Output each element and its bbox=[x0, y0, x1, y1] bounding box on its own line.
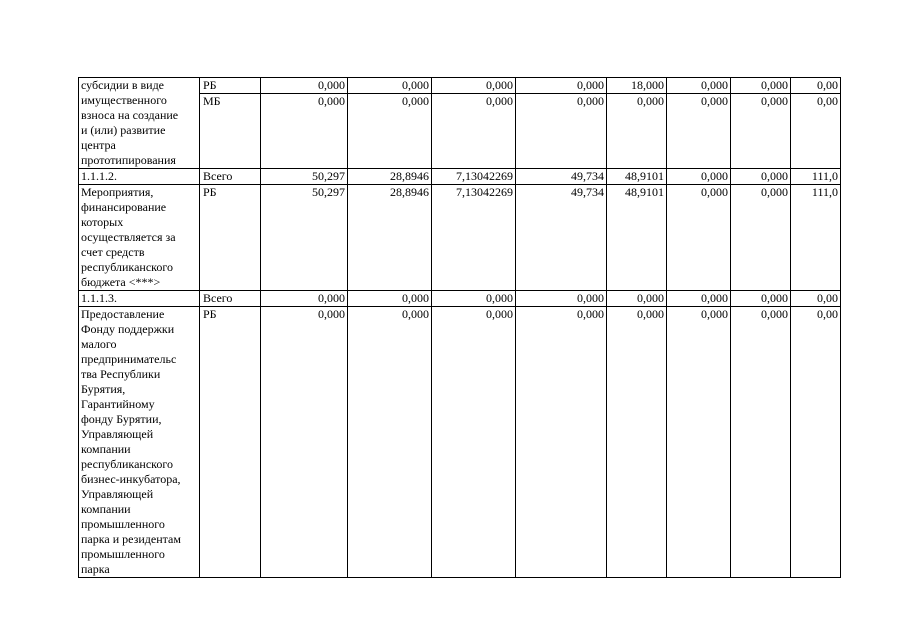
value-cell: 0,00 bbox=[791, 307, 841, 578]
value-cell: 0,000 bbox=[261, 94, 348, 169]
value-cell: 0,000 bbox=[516, 78, 607, 94]
value-cell: 28,8946 bbox=[348, 185, 432, 291]
description-line: счет средств bbox=[81, 245, 145, 259]
value-cell: 0,000 bbox=[432, 78, 516, 94]
value-cell: 0,000 bbox=[261, 307, 348, 578]
value-cell: 0,000 bbox=[731, 169, 791, 185]
description-line: которых bbox=[81, 215, 124, 229]
description-line: имущественного bbox=[81, 93, 167, 107]
measure-description-cell bbox=[79, 185, 200, 291]
value-cell: 0,000 bbox=[516, 307, 607, 578]
value-cell: 0,000 bbox=[432, 291, 516, 307]
funding-source-cell: РБ bbox=[200, 307, 261, 578]
value-cell: 0,000 bbox=[261, 78, 348, 94]
value-cell: 50,297 bbox=[261, 169, 348, 185]
value-cell: 7,13042269 bbox=[432, 185, 516, 291]
value-cell: 0,000 bbox=[667, 291, 731, 307]
value-cell: 111,0 bbox=[791, 185, 841, 291]
description-line: прототипирования bbox=[81, 153, 176, 167]
funding-source-cell: Всего bbox=[200, 291, 261, 307]
measure-number: 1.1.1.3. bbox=[81, 291, 117, 305]
value-cell: 0,000 bbox=[348, 78, 432, 94]
description-line: республиканского bbox=[81, 260, 173, 274]
value-cell: 18,000 bbox=[607, 78, 667, 94]
table-row bbox=[79, 307, 841, 578]
description-line: парка bbox=[81, 562, 110, 576]
description-line: промышленного bbox=[81, 547, 165, 561]
value-cell: 0,000 bbox=[731, 291, 791, 307]
description-line: фонду Бурятии, bbox=[81, 412, 162, 426]
funding-source-cell: РБ bbox=[200, 78, 261, 94]
description-line: тва Республики bbox=[81, 367, 161, 381]
measure-description-cell bbox=[79, 78, 200, 169]
description-line: Бурятия, bbox=[81, 382, 126, 396]
funding-source-cell: РБ bbox=[200, 185, 261, 291]
measure-number-cell bbox=[79, 169, 200, 185]
description-line: компании bbox=[81, 442, 131, 456]
value-cell: 0,000 bbox=[607, 291, 667, 307]
value-cell: 0,000 bbox=[432, 94, 516, 169]
value-cell: 0,00 bbox=[791, 94, 841, 169]
value-cell: 0,000 bbox=[261, 291, 348, 307]
value-cell: 50,297 bbox=[261, 185, 348, 291]
description-line: парка и резидентам bbox=[81, 532, 181, 546]
value-cell: 0,000 bbox=[516, 291, 607, 307]
value-cell: 0,000 bbox=[516, 94, 607, 169]
description-line: взноса на создание bbox=[81, 108, 179, 122]
measure-number-cell bbox=[79, 291, 200, 307]
description-line: Мероприятия, bbox=[81, 185, 154, 199]
description-line: Управляющей bbox=[81, 487, 154, 501]
value-cell: 48,9101 bbox=[607, 185, 667, 291]
funding-source-cell: МБ bbox=[200, 94, 261, 169]
table-row bbox=[79, 185, 841, 291]
value-cell: 0,000 bbox=[607, 94, 667, 169]
description-line: Предоставление bbox=[81, 307, 165, 321]
budget-table bbox=[78, 77, 841, 578]
description-line: Фонду поддержки bbox=[81, 322, 175, 336]
description-line: Управляющей bbox=[81, 427, 154, 441]
description-line: финансирование bbox=[81, 200, 167, 214]
description-line: субсидии в виде bbox=[81, 78, 164, 92]
value-cell: 0,000 bbox=[731, 94, 791, 169]
table-row bbox=[79, 78, 841, 94]
table-row bbox=[79, 291, 841, 307]
measure-number: 1.1.1.2. bbox=[81, 169, 117, 183]
value-cell: 0,00 bbox=[791, 78, 841, 94]
value-cell: 0,000 bbox=[432, 307, 516, 578]
value-cell: 0,000 bbox=[667, 307, 731, 578]
value-cell: 0,000 bbox=[348, 94, 432, 169]
value-cell: 0,000 bbox=[607, 307, 667, 578]
funding-source-cell: Всего bbox=[200, 169, 261, 185]
description-line: осуществляется за bbox=[81, 230, 176, 244]
value-cell: 0,00 bbox=[791, 291, 841, 307]
description-line: малого bbox=[81, 337, 117, 351]
value-cell: 111,0 bbox=[791, 169, 841, 185]
description-line: промышленного bbox=[81, 517, 165, 531]
description-line: компании bbox=[81, 502, 131, 516]
description-line: республиканского bbox=[81, 457, 173, 471]
value-cell: 0,000 bbox=[667, 185, 731, 291]
description-line: центра bbox=[81, 138, 116, 152]
value-cell: 0,000 bbox=[667, 169, 731, 185]
description-line: бизнес-инкубатора, bbox=[81, 472, 181, 486]
value-cell: 28,8946 bbox=[348, 169, 432, 185]
value-cell: 0,000 bbox=[667, 94, 731, 169]
value-cell: 7,13042269 bbox=[432, 169, 516, 185]
description-line: предпринимательс bbox=[81, 352, 177, 366]
table-row bbox=[79, 169, 841, 185]
value-cell: 0,000 bbox=[348, 307, 432, 578]
description-line: Гарантийному bbox=[81, 397, 155, 411]
value-cell: 0,000 bbox=[731, 307, 791, 578]
value-cell: 49,734 bbox=[516, 169, 607, 185]
value-cell: 49,734 bbox=[516, 185, 607, 291]
description-line: и (или) развитие bbox=[81, 123, 166, 137]
value-cell: 0,000 bbox=[348, 291, 432, 307]
measure-description-cell bbox=[79, 307, 200, 578]
description-line: бюджета <***> bbox=[81, 275, 161, 289]
value-cell: 0,000 bbox=[731, 78, 791, 94]
value-cell: 0,000 bbox=[667, 78, 731, 94]
value-cell: 0,000 bbox=[731, 185, 791, 291]
value-cell: 48,9101 bbox=[607, 169, 667, 185]
